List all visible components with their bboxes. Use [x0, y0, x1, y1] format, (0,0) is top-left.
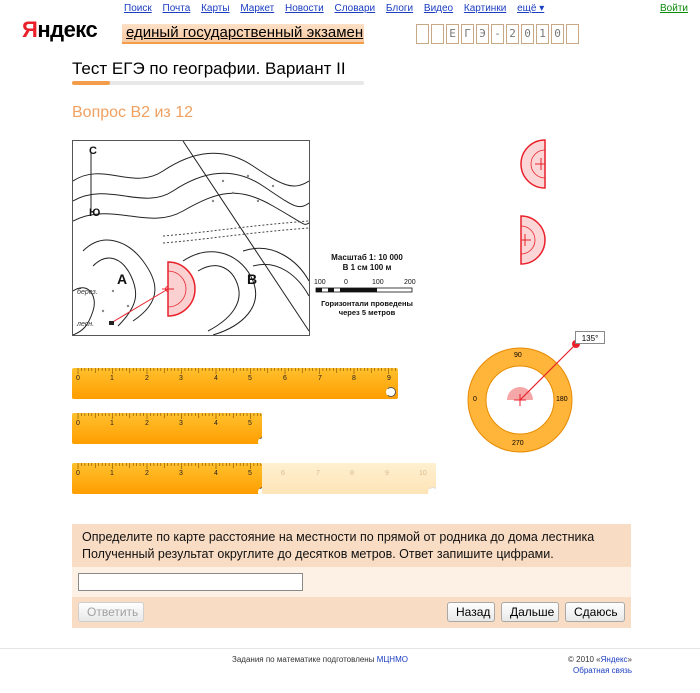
footer-copyright: [568, 655, 632, 664]
nav-link-images[interactable]: Картинки: [463, 3, 507, 14]
back-button[interactable]: Назад: [447, 602, 495, 622]
protractor-label-180: 180: [556, 396, 568, 403]
contour-note-line2: через 5 метров: [338, 308, 396, 317]
ruler-number: 1: [110, 375, 114, 382]
question-text-line2: Полученный результат округлите до десятков метров. Ответ запишите цифрами.: [82, 547, 554, 561]
ruler-ticks: [72, 368, 398, 374]
circular-protractor[interactable]: [462, 340, 582, 458]
exam-box: [431, 24, 444, 44]
ruler-number: 0: [76, 420, 80, 427]
footer-credit-text: Задания по математике подготовлены: [232, 655, 377, 664]
ruler-ghost-extension[interactable]: [262, 463, 436, 494]
answer-input[interactable]: [78, 573, 303, 591]
submit-answer-button[interactable]: Ответить: [78, 602, 144, 622]
exam-link[interactable]: единый государственный экзамен: [126, 24, 364, 41]
scale-subtitle: В 1 см 100 м: [342, 263, 392, 272]
ruler-number: 6: [283, 375, 287, 382]
ruler-number: 2: [145, 375, 149, 382]
ruler-number: 0: [76, 375, 80, 382]
nav-link-video[interactable]: Видео: [423, 3, 454, 14]
ruler-number: 4: [214, 375, 218, 382]
nav-link-mail[interactable]: Почта: [162, 3, 191, 14]
map-label-north: С: [89, 145, 97, 157]
ruler-number: 7: [316, 470, 320, 477]
exam-box: 1: [536, 24, 549, 44]
ruler-number: 8: [352, 375, 356, 382]
exam-letter-boxes: [416, 24, 579, 44]
ruler-number: 9: [387, 375, 391, 382]
exam-box: -: [491, 24, 504, 44]
logo-letter: Я: [22, 17, 38, 42]
copyright-prefix: © 2010 «: [568, 655, 601, 664]
logo-rest: ндекс: [37, 17, 98, 42]
progress-bar: [72, 81, 364, 85]
ruler-number: 6: [281, 470, 285, 477]
question-panel: [72, 524, 631, 628]
map-label-south: Ю: [89, 207, 101, 219]
ruler-number: 3: [179, 420, 183, 427]
ruler-long[interactable]: [72, 368, 398, 399]
ruler-number: 8: [350, 470, 354, 477]
rotate-icon[interactable]: [258, 487, 262, 494]
scale-title: Масштаб 1: 10 000: [331, 253, 403, 262]
ruler-number: 2: [145, 420, 149, 427]
login-link[interactable]: Войти: [660, 3, 688, 14]
protractor-label-90: 90: [514, 352, 522, 359]
exam-box: [566, 24, 579, 44]
copyright-suffix: »: [627, 655, 632, 664]
exam-box: 0: [551, 24, 564, 44]
ruler-number: 1: [110, 420, 114, 427]
ruler-short[interactable]: [72, 413, 262, 444]
progress-fill: [72, 81, 110, 85]
contour-note-line1: Горизонтали проведены: [321, 299, 413, 308]
page-title: Тест ЕГЭ по географии. Вариант II: [72, 59, 346, 78]
ruler-number: 10: [419, 470, 427, 477]
scale-bar-graphic: [312, 287, 422, 295]
question-text-block: [72, 524, 631, 567]
nav-link-blogs[interactable]: Блоги: [385, 3, 414, 14]
ruler-ticks: [72, 413, 262, 419]
footer-divider: [0, 648, 700, 649]
protractor-label-270: 270: [512, 440, 524, 447]
topographic-map: [72, 140, 310, 336]
map-scale: [312, 253, 422, 317]
scale-tick-label: 0: [344, 279, 348, 286]
nav-link-maps[interactable]: Карты: [201, 3, 230, 14]
map-label-birch: берез.: [77, 289, 98, 296]
protractor-label-0: 0: [473, 396, 477, 403]
ruler-number: 9: [385, 470, 389, 477]
nav-more-link[interactable]: ещё ▾: [517, 3, 545, 14]
ruler-number: 7: [318, 375, 322, 382]
ruler-split[interactable]: [72, 463, 262, 494]
nav-link-search[interactable]: Поиск: [124, 3, 152, 14]
ruler-number: 1: [110, 470, 114, 477]
scale-tick-label: 100: [372, 279, 384, 286]
nav-link-news[interactable]: Новости: [285, 3, 324, 14]
ruler-number: 4: [214, 420, 218, 427]
exam-banner: [122, 24, 364, 44]
feedback-link[interactable]: Обратная связь: [573, 666, 632, 675]
yandex-logo[interactable]: [22, 17, 97, 43]
ruler-number: 0: [76, 470, 80, 477]
ruler-number: 5: [248, 375, 252, 382]
mccme-link[interactable]: МЦНМО: [376, 655, 408, 664]
nav-link-market[interactable]: Маркет: [240, 3, 275, 14]
ruler-number: 5: [248, 420, 252, 427]
exam-box: 2: [506, 24, 519, 44]
ruler-number: 2: [145, 470, 149, 477]
button-bar: [72, 597, 631, 628]
give-up-button[interactable]: Сдаюсь: [565, 602, 625, 622]
rotate-icon[interactable]: [258, 437, 262, 444]
ruler-number: 3: [179, 375, 183, 382]
scale-bar: [312, 279, 422, 295]
exam-box: Г: [461, 24, 474, 44]
exam-box: Е: [446, 24, 459, 44]
question-text-line1: Определите по карте расстояние на местности по прямой от родника до дома лестника: [82, 530, 595, 544]
protractor-tool-right[interactable]: [517, 212, 561, 270]
question-number: Вопрос B2 из 12: [72, 104, 194, 121]
scale-tick-label: 200: [404, 279, 416, 286]
rotate-icon[interactable]: [386, 387, 396, 397]
angle-badge: 135°: [575, 331, 605, 344]
nav-link-dictionaries[interactable]: Словари: [334, 3, 376, 14]
next-button[interactable]: Дальше: [501, 602, 559, 622]
exam-box: 0: [521, 24, 534, 44]
exam-box: Э: [476, 24, 489, 44]
rotate-icon[interactable]: [428, 487, 436, 494]
yandex-footer-link[interactable]: Яндекс: [600, 655, 628, 664]
map-drawing: [73, 141, 309, 335]
scale-tick-label: 100: [314, 279, 326, 286]
ruler-ticks: [72, 463, 262, 469]
ruler-number: 3: [179, 470, 183, 477]
ruler-number: 4: [214, 470, 218, 477]
ruler-number: 5: [248, 470, 252, 477]
top-navigation: [124, 3, 552, 14]
map-label-a: А: [117, 271, 128, 287]
map-label-b: В: [247, 271, 258, 287]
exam-box: [416, 24, 429, 44]
map-label-forester: лесн.: [77, 321, 95, 328]
protractor-tool-left[interactable]: [505, 136, 553, 192]
footer-credit: [232, 655, 408, 664]
